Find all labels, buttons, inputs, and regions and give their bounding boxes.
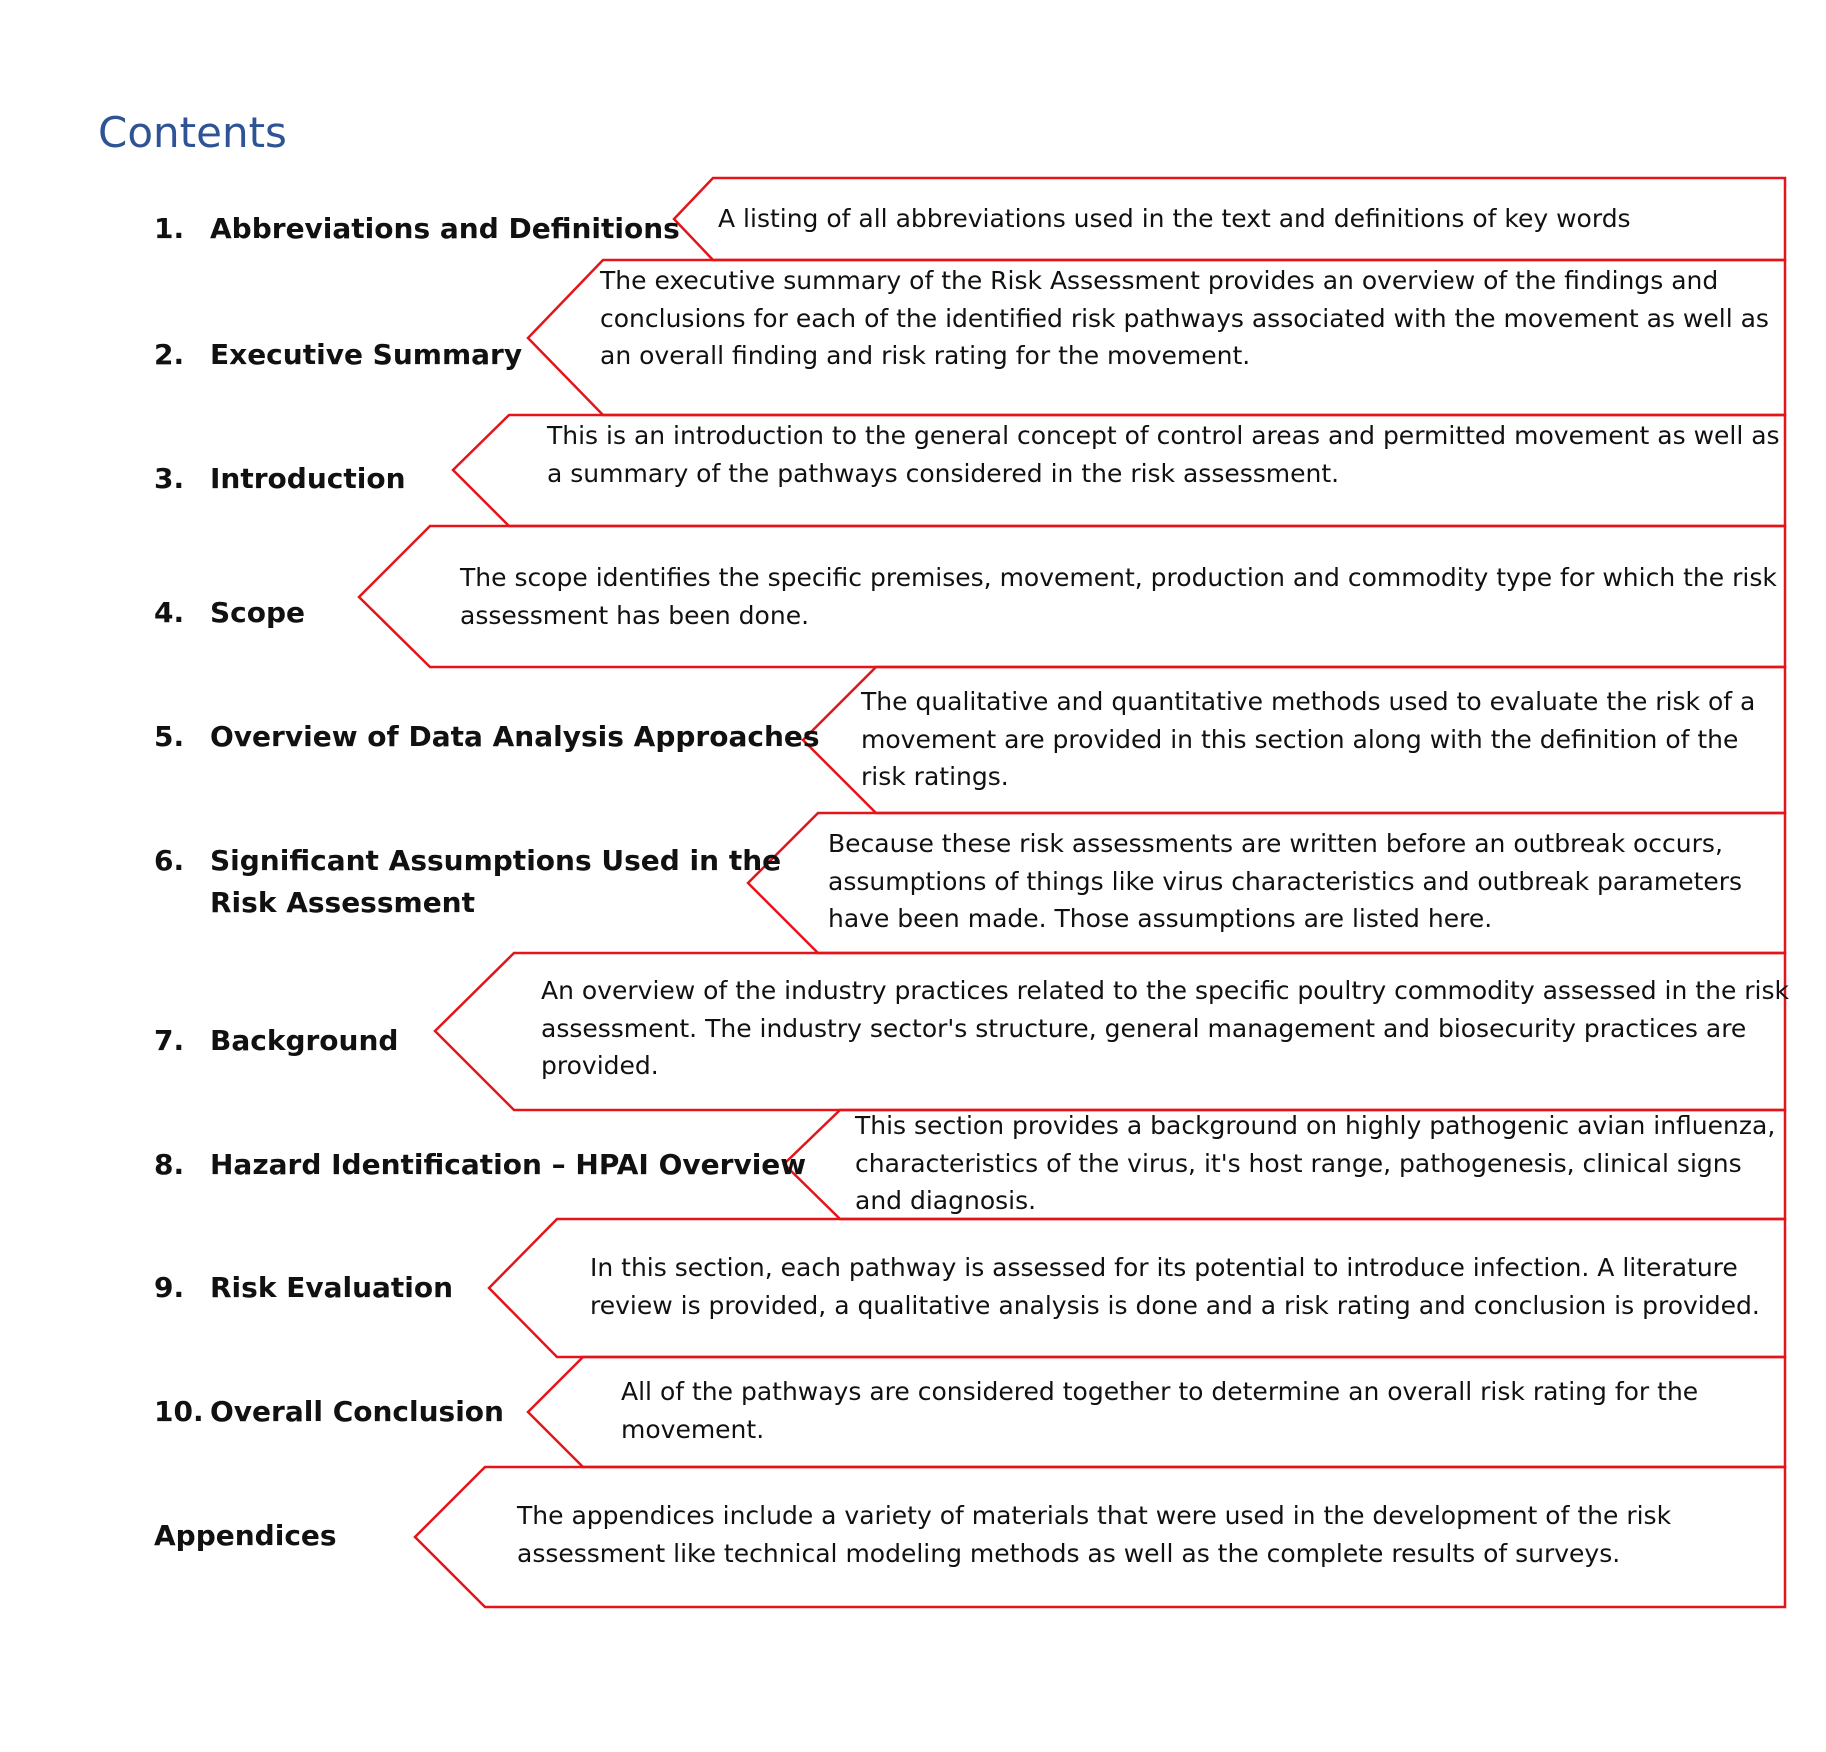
entry-description bbox=[855, 1107, 1775, 1220]
entry-heading bbox=[210, 840, 781, 924]
entry-description-line: In this section, each pathway is assessed for its potential to introduce infection. A literature bbox=[590, 1253, 1738, 1282]
entry-description-line: risk ratings. bbox=[861, 762, 1009, 791]
entry-heading-line: Executive Summary bbox=[210, 338, 523, 371]
entry-description bbox=[861, 683, 1755, 796]
entry-description-line: Because these risk assessments are written before an outbreak occurs, bbox=[828, 829, 1723, 858]
entry-number: 2. bbox=[154, 338, 185, 371]
entry-description-line: assumptions of things like virus characteristics and outbreak parameters bbox=[828, 866, 1743, 896]
entry-number: 7. bbox=[154, 1024, 185, 1057]
entry-description bbox=[517, 1497, 1671, 1572]
entry-description bbox=[621, 1373, 1698, 1448]
entry-number: 3. bbox=[154, 462, 185, 495]
entry-number: 1. bbox=[154, 212, 185, 245]
entry-description-line: movement. bbox=[621, 1414, 765, 1444]
entry-number: 6. bbox=[154, 844, 185, 877]
entry-description-line: The appendices include a variety of materials that were used in the development of the risk bbox=[517, 1501, 1672, 1530]
entry-description bbox=[600, 262, 1769, 375]
entry-description-line: assessment like technical modeling methods as well as the complete results of surveys. bbox=[517, 1538, 1621, 1568]
entry-description-line: assessment has been done. bbox=[460, 600, 810, 630]
entry-description-line: The qualitative and quantitative methods used to evaluate the risk of a bbox=[861, 687, 1756, 716]
entry-description bbox=[460, 559, 1777, 634]
entry-heading bbox=[210, 458, 406, 500]
entry-number: 10. bbox=[154, 1395, 204, 1428]
entry-description bbox=[828, 825, 1742, 938]
entry-heading bbox=[154, 1515, 337, 1557]
entry-description bbox=[541, 972, 1789, 1085]
entry-heading-line: Background bbox=[210, 1024, 399, 1057]
entry-heading-line: Hazard Identification – HPAI Overview bbox=[210, 1148, 807, 1181]
page-title: Contents bbox=[98, 108, 287, 157]
entry-heading-line: Overview of Data Analysis Approaches bbox=[210, 720, 820, 753]
entry-description bbox=[547, 417, 1780, 492]
entry-heading-line: Risk Evaluation bbox=[210, 1271, 454, 1304]
entry-number: 9. bbox=[154, 1271, 185, 1304]
entry-description-line: assessment. The industry sector's structure, general management and biosecurity practices are bbox=[541, 1013, 1747, 1043]
entry-heading bbox=[210, 334, 522, 376]
entry-heading-line: Introduction bbox=[210, 462, 406, 495]
entry-heading bbox=[210, 716, 820, 758]
entry-description-line: conclusions for each of the identified risk pathways associated with the movement as well as bbox=[600, 303, 1769, 333]
entry-description-line: an overall finding and risk rating for the movement. bbox=[600, 341, 1251, 370]
entry-number: 4. bbox=[154, 596, 185, 629]
entry-heading-line: Abbreviations and Definitions bbox=[210, 212, 680, 245]
entry-description bbox=[590, 1249, 1760, 1324]
entry-description-line: All of the pathways are considered together to determine an overall risk rating for the bbox=[621, 1377, 1699, 1406]
entry-description-line: a summary of the pathways considered in the risk assessment. bbox=[547, 458, 1340, 488]
entry-description-line: have been made. Those assumptions are listed here. bbox=[828, 904, 1493, 933]
entry-heading bbox=[210, 1391, 504, 1433]
entry-heading bbox=[210, 1144, 806, 1186]
entry-description-line: A listing of all abbreviations used in the text and definitions of key words bbox=[718, 204, 1631, 233]
entry-heading bbox=[210, 208, 680, 250]
entry-heading bbox=[210, 1020, 398, 1062]
entry-heading-line: Scope bbox=[210, 596, 306, 629]
entry-heading-line: Overall Conclusion bbox=[210, 1395, 504, 1428]
entry-heading bbox=[210, 592, 305, 634]
entry-description-line: The executive summary of the Risk Assessment provides an overview of the findings and bbox=[600, 266, 1719, 295]
entry-description-line: provided. bbox=[541, 1051, 659, 1080]
entry-description bbox=[718, 200, 1631, 238]
entry-description-line: The scope identifies the specific premises, movement, production and commodity type for which the risk bbox=[460, 563, 1777, 592]
entry-description-line: and diagnosis. bbox=[855, 1186, 1037, 1215]
entry-heading bbox=[210, 1267, 453, 1309]
entry-description-line: review is provided, a qualitative analysis is done and a risk rating and conclusion is provided. bbox=[590, 1290, 1760, 1320]
entry-description-line: characteristics of the virus, it's host range, pathogenesis, clinical signs bbox=[855, 1148, 1742, 1178]
entry-description-line: This is an introduction to the general concept of control areas and permitted movement as well as bbox=[547, 421, 1780, 450]
entry-number: 5. bbox=[154, 720, 185, 753]
entry-heading-line: Risk Assessment bbox=[210, 886, 476, 919]
entry-description-line: This section provides a background on highly pathogenic avian influenza, bbox=[855, 1111, 1776, 1140]
entry-description-line: movement are provided in this section along with the definition of the bbox=[861, 724, 1739, 754]
entry-heading-line: Appendices bbox=[154, 1519, 337, 1552]
entry-heading-line: Significant Assumptions Used in the bbox=[210, 844, 782, 877]
entry-number: 8. bbox=[154, 1148, 185, 1181]
entry-description-line: An overview of the industry practices related to the specific poultry commodity assessed in the risk bbox=[541, 976, 1789, 1005]
